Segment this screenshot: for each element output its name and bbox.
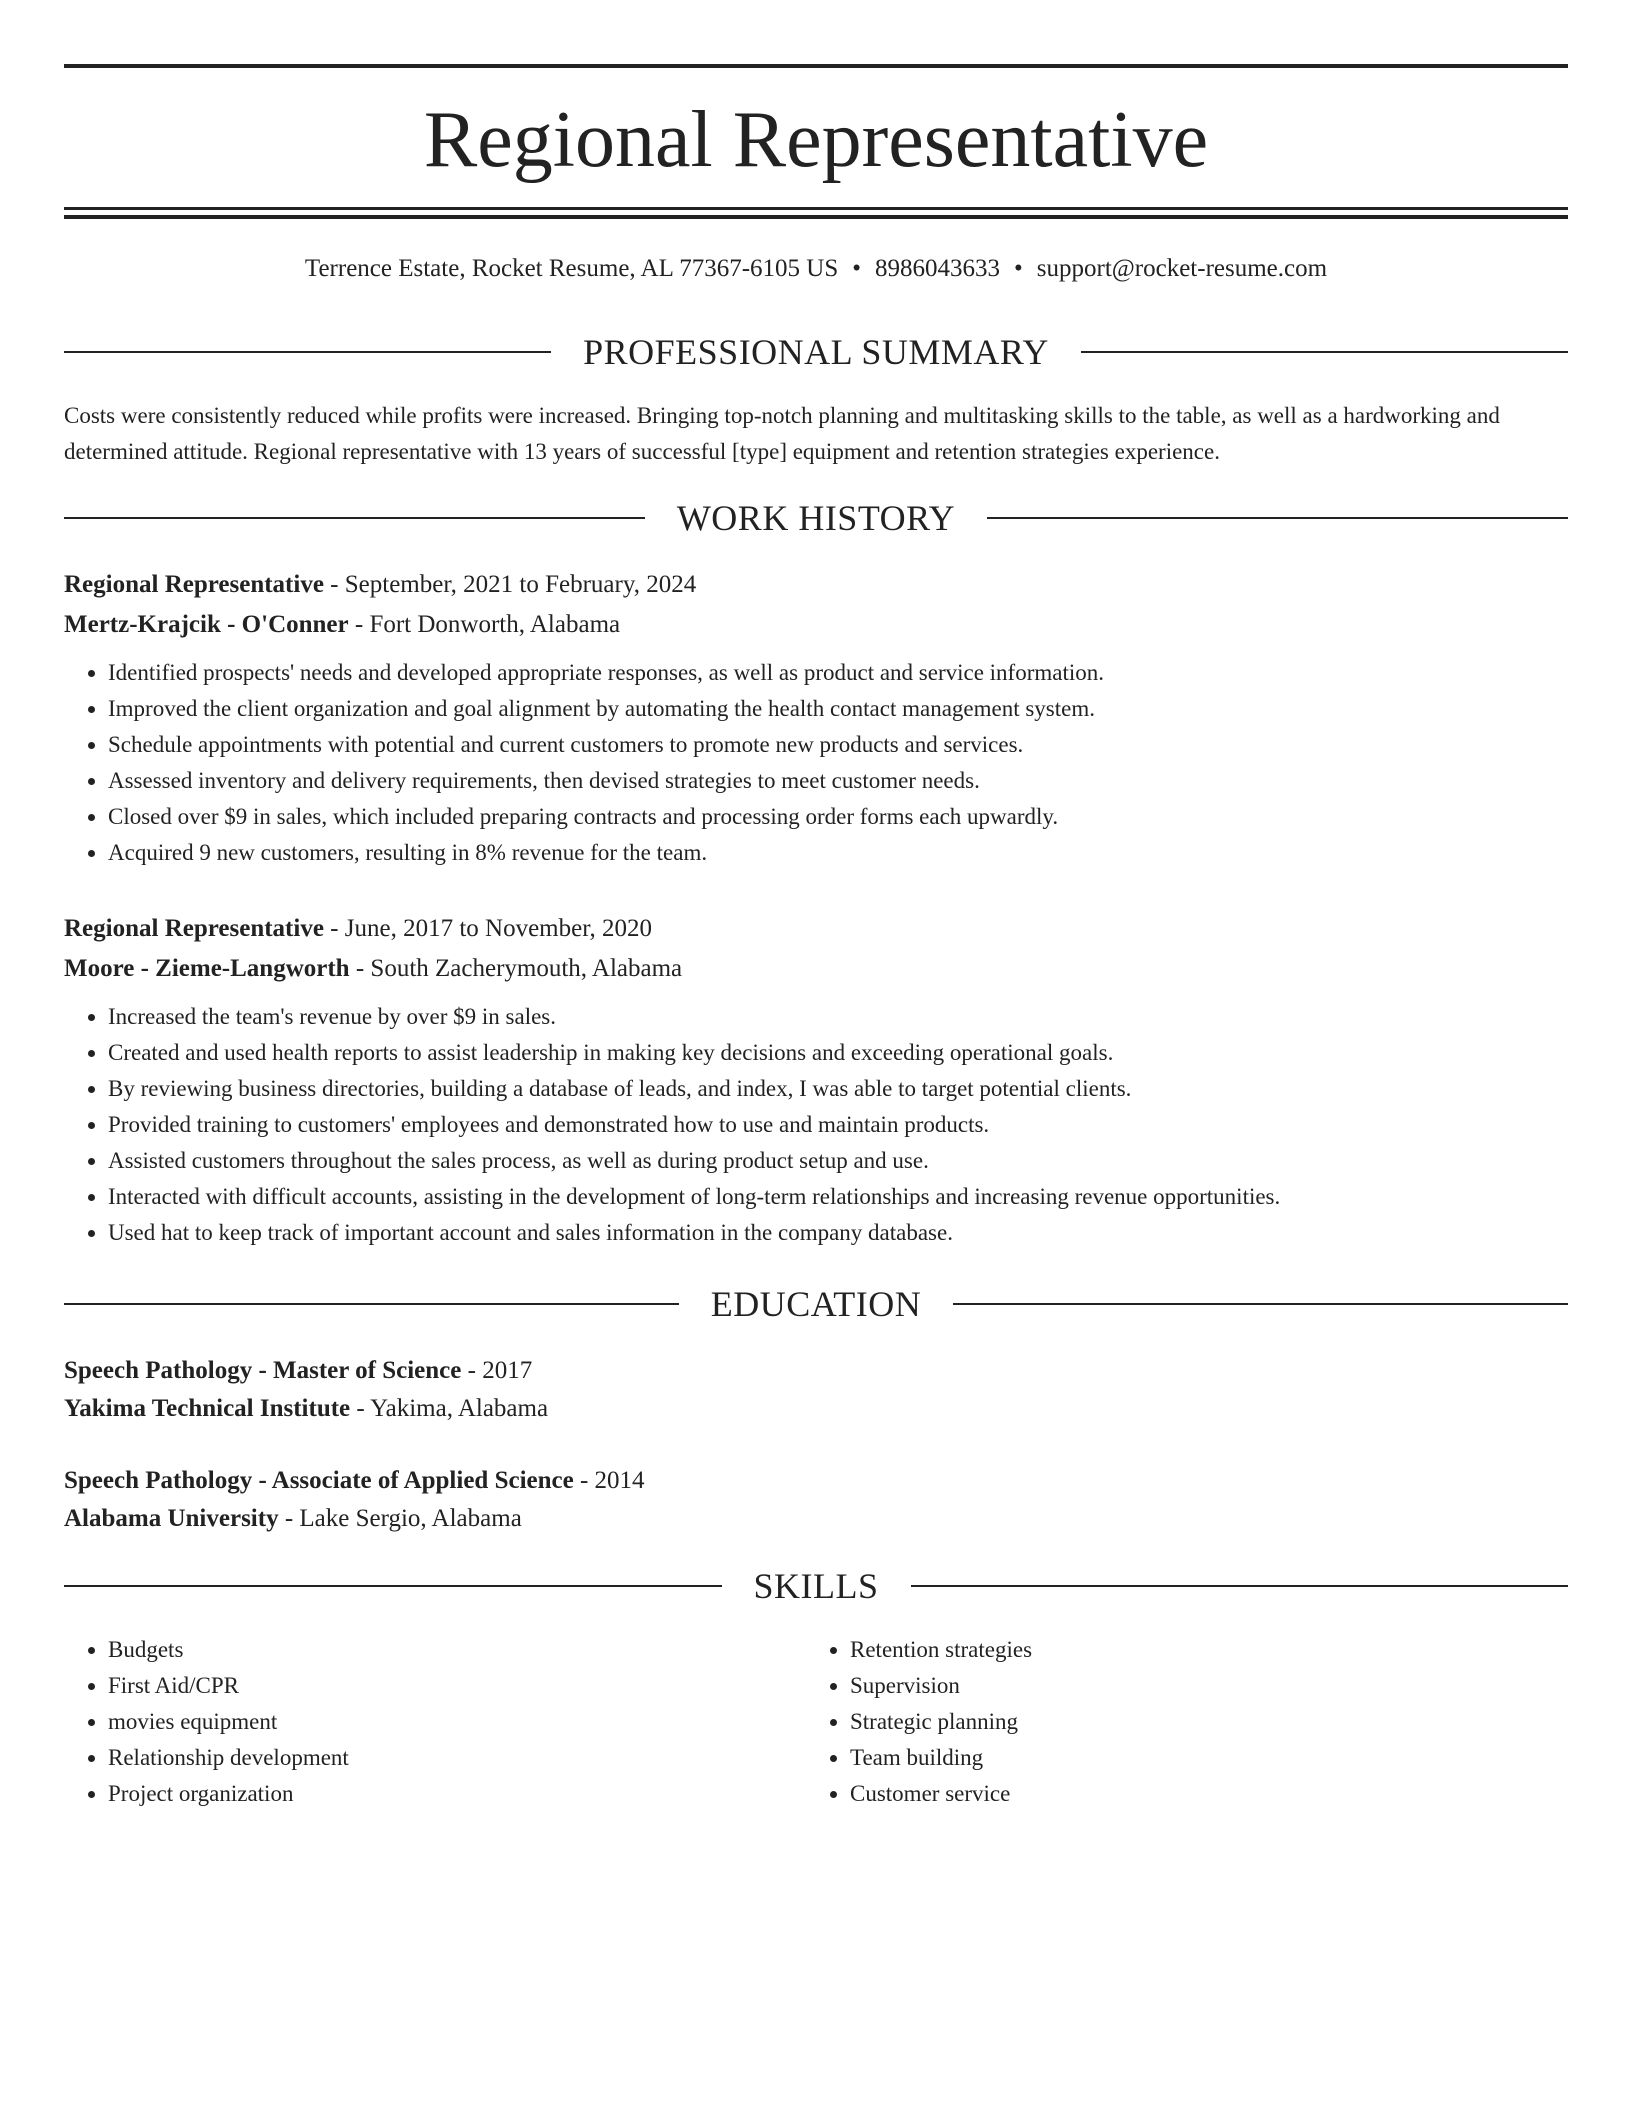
job-company: Moore - Zieme-Langworth (64, 955, 350, 982)
job-company-line (64, 949, 1568, 989)
job-bullet: • By reviewing business directories, building a database of leads, and index, I was able to target potential clients. (108, 1071, 1568, 1107)
job-bullet: • Assisted customers throughout the sales process, as well as during product setup and use. (108, 1143, 1568, 1179)
education-degree: Speech Pathology - Master of Science (64, 1357, 462, 1384)
job-dates: - September, 2021 to February, 2024 (323, 571, 697, 598)
contact-email: support@rocket-resume.com (1036, 255, 1328, 282)
divider-line (64, 1585, 722, 1587)
divider-line (64, 351, 551, 353)
divider-line (64, 1303, 679, 1305)
job-company: Mertz-Krajcik - O'Conner (64, 611, 349, 638)
education-entry (64, 1352, 1568, 1428)
skills-heading-label: SKILLS (753, 1566, 879, 1606)
work-history-heading-label: WORK HISTORY (676, 498, 956, 538)
job-bullets (64, 999, 1568, 1251)
contact-phone: 8986043633 (875, 255, 1000, 282)
resume-title: Regional Representative (423, 96, 1209, 184)
education-degree-line (64, 1462, 1568, 1500)
job-bullet: • Acquired 9 new customers, resulting in 8% revenue for the team. (108, 835, 1568, 871)
skills-column-left (64, 1632, 806, 1812)
job-entry (64, 565, 1568, 871)
job-bullet: • Schedule appointments with potential and current customers to promote new products and services. (108, 727, 1568, 763)
education-entry (64, 1462, 1568, 1538)
education-degree: Speech Pathology - Associate of Applied Science (64, 1467, 574, 1494)
education-year: - 2014 (573, 1467, 645, 1494)
skill-item: • Relationship development (108, 1740, 806, 1776)
work-history-heading (64, 496, 1568, 540)
education-school-line (64, 1500, 1568, 1538)
job-bullet: • Created and used health reports to assist leadership in making key decisions and exceeding operational goals. (108, 1035, 1568, 1071)
job-title-line (64, 565, 1568, 605)
job-bullets (64, 655, 1568, 871)
summary-heading (64, 330, 1568, 374)
skills-list (64, 1632, 1568, 1812)
skill-item: • Budgets (108, 1632, 806, 1668)
skill-item: • First Aid/CPR (108, 1668, 806, 1704)
education-school: Yakima Technical Institute (64, 1395, 351, 1422)
job-title: Regional Representative (64, 915, 324, 942)
education-school-line (64, 1390, 1568, 1428)
skill-item: • Strategic planning (850, 1704, 1548, 1740)
divider-line (953, 1303, 1568, 1305)
skill-item: • Retention strategies (850, 1632, 1548, 1668)
education-school: Alabama University (64, 1505, 279, 1532)
job-title: Regional Representative (64, 571, 324, 598)
skill-item: • Customer service (850, 1776, 1548, 1812)
job-bullet: • Interacted with difficult accounts, assisting in the development of long-term relationships and increasing revenue opportunities. (108, 1179, 1568, 1215)
job-bullet: • Assessed inventory and delivery requirements, then devised strategies to meet customer needs. (108, 763, 1568, 799)
skill-item: • Supervision (850, 1668, 1548, 1704)
skills-heading (64, 1564, 1568, 1608)
education-heading (64, 1282, 1568, 1326)
title-rule-upper (64, 207, 1568, 210)
job-bullet: • Closed over $9 in sales, which included preparing contracts and processing order forms each upwardly. (108, 799, 1568, 835)
job-dates: - June, 2017 to November, 2020 (323, 915, 653, 942)
job-bullet: • Used hat to keep track of important account and sales information in the company database. (108, 1215, 1568, 1251)
job-location: - South Zacherymouth, Alabama (349, 955, 683, 982)
contact-address: Terrence Estate, Rocket Resume, AL 77367-6105 US (304, 255, 839, 282)
title-rule-lower (64, 215, 1568, 219)
education-degree-line (64, 1352, 1568, 1390)
job-title-line (64, 909, 1568, 949)
divider-line (64, 517, 645, 519)
education-location: - Yakima, Alabama (350, 1395, 549, 1422)
contact-separator: • (852, 255, 861, 282)
top-rule (64, 64, 1568, 68)
divider-line (911, 1585, 1569, 1587)
contact-separator: • (1014, 255, 1023, 282)
skill-item: • Project organization (108, 1776, 806, 1812)
skill-item: • movies equipment (108, 1704, 806, 1740)
skills-column-right (806, 1632, 1548, 1812)
job-entry (64, 909, 1568, 1251)
contact-line (64, 252, 1568, 286)
job-bullet: • Improved the client organization and goal alignment by automating the health contact management system. (108, 691, 1568, 727)
summary-text: Costs were consistently reduced while profits were increased. Bringing top-notch planning and multitasking skills to the table, as well as a hardworking and determined attitude. Regional representative with 13 years of successful [type] equipment and retention strategies experience. (64, 403, 1500, 464)
summary-heading-label: PROFESSIONAL SUMMARY (583, 332, 1049, 372)
job-bullet: • Identified prospects' needs and developed appropriate responses, as well as product and service information. (108, 655, 1568, 691)
job-location: - Fort Donworth, Alabama (348, 611, 621, 638)
education-heading-label: EDUCATION (710, 1284, 922, 1324)
job-company-line (64, 605, 1568, 645)
education-year: - 2017 (461, 1357, 533, 1384)
divider-line (1081, 351, 1568, 353)
job-bullet: • Increased the team's revenue by over $9 in sales. (108, 999, 1568, 1035)
skill-item: • Team building (850, 1740, 1548, 1776)
job-bullet: • Provided training to customers' employees and demonstrated how to use and maintain products. (108, 1107, 1568, 1143)
education-location: - Lake Sergio, Alabama (278, 1505, 522, 1532)
divider-line (987, 517, 1568, 519)
